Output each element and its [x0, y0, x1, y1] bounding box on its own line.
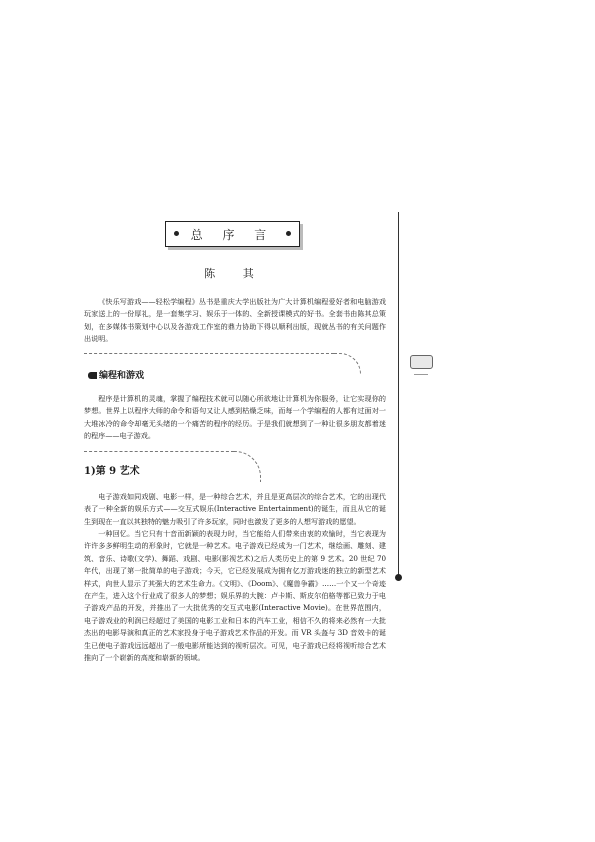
section-heading-text: 编程和游戏: [99, 371, 145, 381]
section-heading: [88, 368, 144, 381]
section-divider-curve: [334, 353, 361, 374]
section-divider-curve: [234, 451, 261, 482]
margin-tab-underline: [414, 370, 428, 375]
subsection-paragraph: 电子游戏如同戏剧、电影一样，是一种综合艺术，并且是更高层次的综合艺术，它的出现代表了一种全新的娱乐方式——交互式娱乐(Interactive Entertainment)的诞生，而且从它的诞生到现在一直以其独特的魅力吸引了许多玩家，同时也激发了更多的人想写游戏的愿望。: [84, 492, 386, 526]
intro-paragraph: 《快乐写游戏——轻松学编程》丛书是重庆大学出版社为广大计算机编程爱好者和电脑游戏玩家送上的一份厚礼，是一套集学习、娱乐于一体的、全新授课模式的好书。全套书由陈其总策划，在多媒体书策划中心以及各游戏工作室的鼎力协助下得以顺利出版，现就丛书的有关问题作出说明。: [84, 297, 386, 344]
title-bullet-icon: [286, 231, 291, 236]
section-divider: [84, 451, 234, 452]
section-paragraph: 程序是计算机的灵魂，掌握了编程技术就可以随心所欲地让计算机为你服务，让它实现你的梦想。世界上以程序大师的命令和语句又让人感到枯燥乏味，而每一个学编程的人都有过面对一大堆冰冷的命令却毫无头绪的一个痛苦的程序的经历。于是我们就想到了一种让很多朋友都着迷的程序——电子游戏。: [84, 394, 386, 441]
author-name: 陈 其: [204, 267, 266, 280]
margin-rule-end-icon: [395, 574, 402, 581]
section-divider: [84, 353, 334, 354]
subsection-paragraph: 一种回忆。当它只有十音而新颖的表现力时，当它能给人们带来由衷的欢愉时，当它表现为许许多多鲜明生动的形象时，它就是一种艺术。电子游戏已经成为一门艺术，继绘画、雕刻、建筑、音乐、诗歌(文学)、舞蹈、戏剧、电影(影视艺术)之后人类历史上的第 9 艺术。20 世纪 70 年代，出现了第一批简单的电子游戏；今天，它已经发展成为拥有亿万游戏迷的独立的新型艺术样式，向世人显示了其强大的艺术生命力。《文明》、《Doom》、《魔兽争霸》……一个又一个奇迹在产生，进入这个行业成了很多人的梦想；娱乐界的大腕：卢卡斯、斯皮尔伯格等都已致力于电子游戏产品的开发，并推出了一大批优秀的交互式电影(Interactive Movie)。在世界范围内，电子游戏业的利润已经超过了美国的电影工业和日本的汽车工业，相信不久的将来必然有一大批杰出的电影导演和真正的艺术家投身于电子游戏艺术作品的开发。而 VR 头盔与 3D 音效卡的诞生已使电子游戏远远超出了一般电影所能达到的视听层次。可见，电子游戏已经将视听综合艺术推向了一个崭新的高度和崭新的领域。: [84, 529, 386, 663]
section-marker-icon: [88, 372, 97, 379]
margin-rule: [398, 212, 399, 577]
margin-tab-icon: [410, 355, 433, 369]
page-title: 总 序 言: [190, 227, 275, 242]
subsection-heading: 1)第 9 艺术: [84, 466, 140, 477]
title-bullet-icon: [174, 231, 179, 236]
title-box: [165, 221, 300, 247]
